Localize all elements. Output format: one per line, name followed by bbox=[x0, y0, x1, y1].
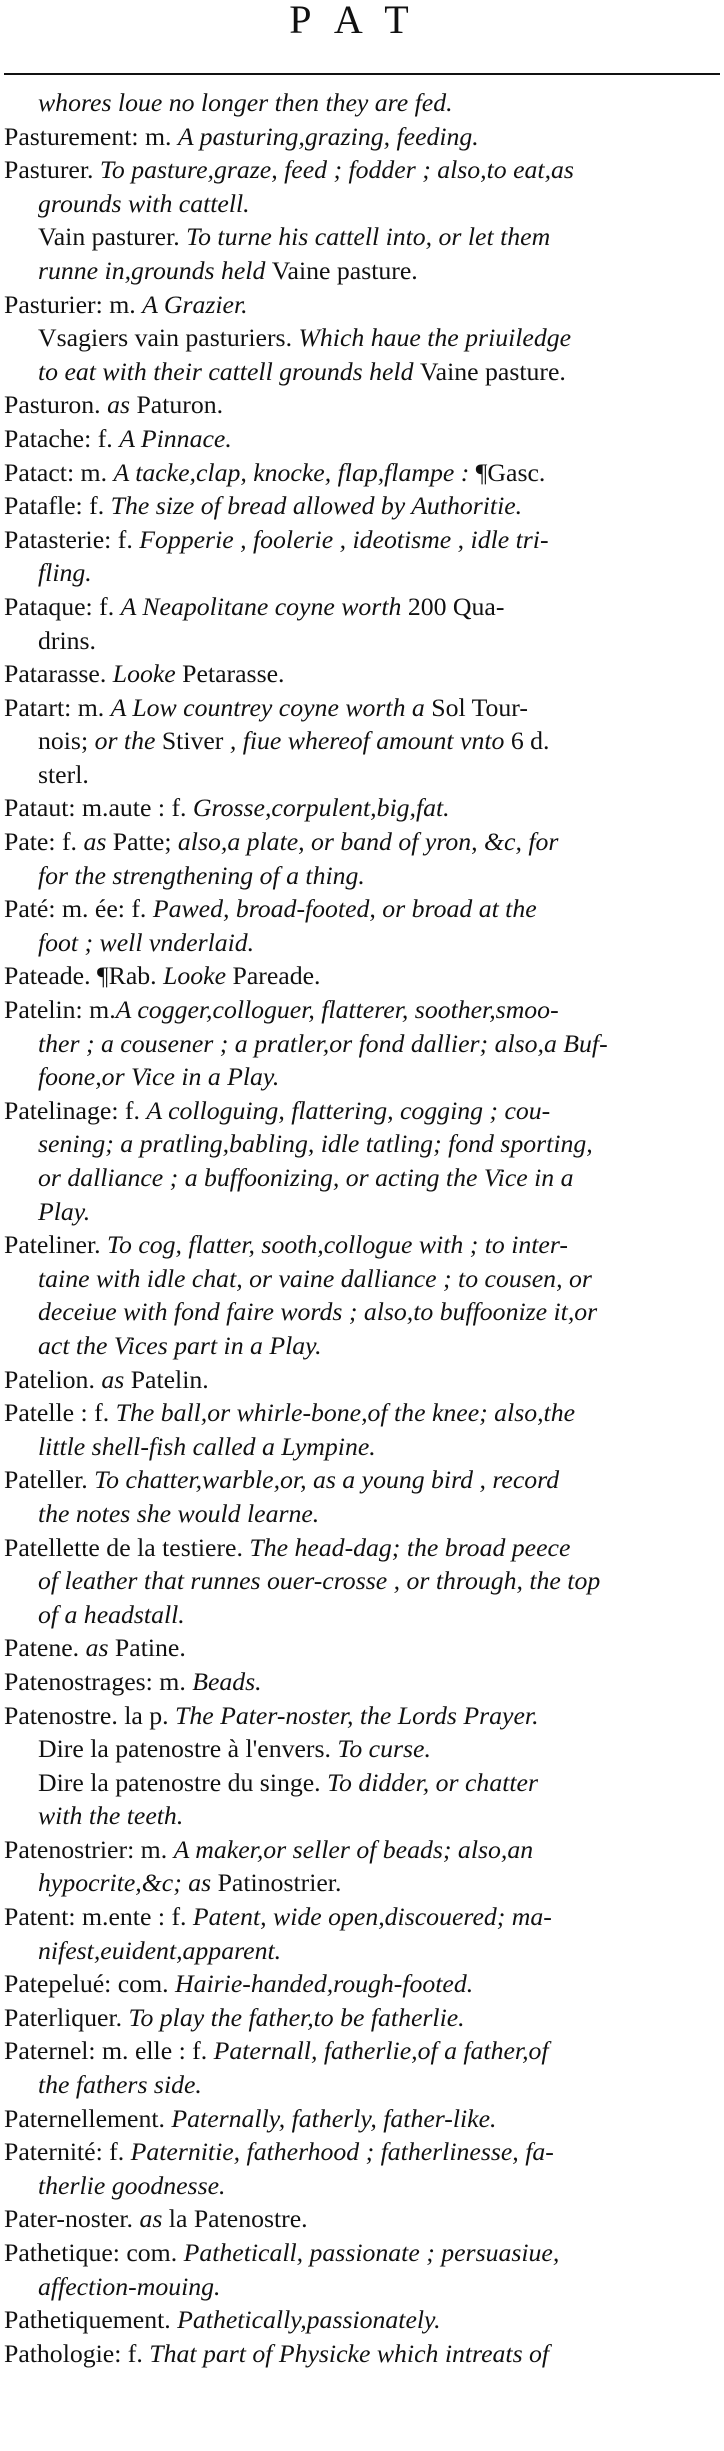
headword-text: Pater-noster. bbox=[4, 2204, 140, 2234]
text-line bbox=[0, 2001, 722, 2035]
definition-text: Paternitie, fatherhood ; fatherlinesse, fa- bbox=[130, 2137, 554, 2167]
text-line bbox=[0, 1127, 722, 1161]
text-line bbox=[0, 1329, 722, 1363]
headword-text: Paternel: m. elle : f. bbox=[4, 2036, 214, 2066]
text-line bbox=[0, 791, 722, 825]
definition-text: foot ; well vnderlaid. bbox=[38, 927, 255, 957]
headword-text: Vsagiers vain pasturiers. bbox=[38, 323, 299, 353]
text-line bbox=[0, 1295, 722, 1329]
headword-text: Pateliner. bbox=[4, 1230, 108, 1260]
text-line bbox=[0, 1531, 722, 1565]
headword-text: Sol Tour- bbox=[431, 692, 528, 722]
definition-text: Beads. bbox=[192, 1666, 262, 1696]
headword-text: Pate: f. bbox=[4, 827, 84, 857]
definition-text: affection-mouing. bbox=[38, 2271, 221, 2301]
definition-text: , fiue whereof amount vnto bbox=[223, 726, 511, 756]
text-line bbox=[0, 1665, 722, 1699]
headword-text: Vaine pasture. bbox=[271, 255, 418, 285]
headword-text: Pathetique: com. bbox=[4, 2238, 184, 2267]
headword-text: Patafle: f. bbox=[4, 491, 111, 521]
headword-text: Pasturer. bbox=[4, 155, 100, 185]
headword-text: ¶Gasc. bbox=[469, 457, 546, 487]
definition-text: A pasturing,grazing, feeding. bbox=[177, 121, 479, 151]
definition-text: hypocrite,&c; as bbox=[38, 1868, 218, 1898]
definition-text: A cogger,colloguer, flatterer, soother,smoo- bbox=[115, 995, 559, 1025]
headword-text: Pateade. ¶Rab. bbox=[4, 961, 164, 991]
definition-text: as bbox=[139, 2204, 169, 2234]
headword-text: Dire la patenostre du singe. bbox=[38, 1767, 328, 1797]
text-line bbox=[0, 1027, 722, 1061]
headword-text: Pasturement: m. bbox=[4, 121, 178, 151]
definition-text: for the strengthening of a thing. bbox=[38, 860, 365, 890]
headword-text: Patent: m.ente : f. bbox=[4, 1902, 193, 1932]
entry-list bbox=[0, 86, 722, 2370]
definition-text: the notes she would learne. bbox=[38, 1498, 320, 1528]
headword-text: Patenostre. la p. bbox=[4, 1700, 176, 1730]
text-line bbox=[0, 1497, 722, 1531]
headword-text: Patenostrier: m. bbox=[4, 1834, 174, 1864]
definition-text: to eat with their cattell grounds held bbox=[38, 356, 420, 386]
definition-text: To pasture,graze, feed ; fodder ; also,to eat,as bbox=[99, 155, 574, 185]
text-line bbox=[0, 2102, 722, 2136]
headword-text: Pathologie: f. bbox=[4, 2338, 150, 2368]
definition-text: ther ; a cousener ; a pratler,or fond dallier; also,a Buf- bbox=[38, 1028, 608, 1058]
definition-text: Grosse,corpulent,big,fat. bbox=[192, 793, 450, 823]
text-line bbox=[0, 120, 722, 154]
headword-text: Patepelué: com. bbox=[4, 1969, 175, 1999]
headword-text: Patarasse. bbox=[4, 659, 113, 689]
headword-text: 6 d. bbox=[510, 726, 550, 756]
text-line bbox=[0, 1967, 722, 2001]
running-head: PAT bbox=[289, 0, 435, 42]
definition-text: A Neapolitane coyne worth bbox=[120, 591, 408, 621]
headword-text: Petarasse. bbox=[182, 659, 285, 689]
headword-text: Patene. bbox=[4, 1633, 86, 1663]
definition-text: The ball,or whirle-bone,of the knee; also,the bbox=[115, 1398, 576, 1428]
text-line bbox=[0, 1732, 722, 1766]
definition-text: Looke bbox=[163, 961, 233, 991]
definition-text: Pawed, broad-footed, or broad at the bbox=[152, 894, 537, 924]
text-line bbox=[0, 959, 722, 993]
definition-text: act the Vices part in a Play. bbox=[38, 1330, 322, 1360]
definition-text: also,a plate, or band of yron, &c, for bbox=[177, 827, 559, 857]
definition-text: runne in,grounds held bbox=[38, 255, 272, 285]
headword-text: Patelle : f. bbox=[4, 1398, 116, 1428]
text-line bbox=[0, 1866, 722, 1900]
text-line bbox=[0, 187, 722, 221]
definition-text: nifest,euident,apparent. bbox=[38, 1935, 282, 1965]
text-line bbox=[0, 1060, 722, 1094]
text-line bbox=[0, 2169, 722, 2203]
headword-text: Vaine pasture. bbox=[419, 356, 566, 386]
text-line bbox=[0, 153, 722, 187]
headword-text: Stiver bbox=[161, 726, 224, 756]
text-line bbox=[0, 1766, 722, 1800]
text-line bbox=[0, 2034, 722, 2068]
text-line bbox=[0, 456, 722, 490]
text-line bbox=[0, 2068, 722, 2102]
text-line bbox=[0, 624, 722, 658]
text-line bbox=[0, 288, 722, 322]
text-line bbox=[0, 2135, 722, 2169]
text-line bbox=[0, 1195, 722, 1229]
headword-text: Patelin. bbox=[130, 1364, 209, 1394]
definition-text: To didder, or chatter bbox=[327, 1767, 538, 1797]
text-line bbox=[0, 1363, 722, 1397]
text-line bbox=[0, 1430, 722, 1464]
definition-text: with the teeth. bbox=[38, 1801, 184, 1831]
headword-text: Pasturon. bbox=[4, 390, 108, 420]
headword-text: Patinostrier. bbox=[217, 1868, 342, 1898]
definition-text: Paternally, fatherly, father-like. bbox=[171, 2103, 497, 2133]
definition-text: Patheticall, passionate ; persuasiue, bbox=[183, 2238, 560, 2267]
headword-text: Patact: m. bbox=[4, 457, 114, 487]
text-line bbox=[0, 489, 722, 523]
definition-text: The Pater-noster, the Lords Prayer. bbox=[175, 1700, 539, 1730]
definition-text: To play the father,to be fatherlie. bbox=[128, 2002, 465, 2032]
headword-text: Vain pasturer. bbox=[38, 222, 187, 252]
headword-text: Pataque: f. bbox=[4, 591, 121, 621]
definition-text: Paternall, fatherlie,of a father,of bbox=[213, 2036, 549, 2066]
headword-text: Paturon. bbox=[136, 390, 224, 420]
text-line bbox=[0, 1094, 722, 1128]
definition-text: A tacke,clap, knocke, flap,flampe : bbox=[113, 457, 470, 487]
definition-text: grounds with cattell. bbox=[38, 188, 250, 218]
definition-text: To chatter,warble,or, as a young bird , record bbox=[94, 1465, 560, 1495]
definition-text: A maker,or seller of beads; also,an bbox=[173, 1834, 534, 1864]
text-line bbox=[0, 1833, 722, 1867]
definition-text: That part of Physicke which intreats of bbox=[149, 2338, 550, 2368]
headword-text: la Patenostre. bbox=[168, 2204, 308, 2234]
headword-text: Pareade. bbox=[232, 961, 321, 991]
headword-text: nois; bbox=[38, 726, 95, 756]
text-line bbox=[0, 523, 722, 557]
text-line bbox=[0, 691, 722, 725]
text-line bbox=[0, 657, 722, 691]
headword-text: Paterliquer. bbox=[4, 2002, 129, 2032]
headword-text: Paté: m. ée: f. bbox=[4, 894, 153, 924]
definition-text: little shell-fish called a Lympine. bbox=[38, 1431, 376, 1461]
text-line bbox=[0, 1598, 722, 1632]
text-line bbox=[0, 1699, 722, 1733]
headword-text: Patasterie: f. bbox=[4, 524, 140, 554]
headword-text: Patellette de la testiere. bbox=[4, 1532, 250, 1562]
definition-text: Patent, wide open,discouered; ma- bbox=[192, 1902, 552, 1932]
header-rule bbox=[4, 73, 720, 75]
text-line bbox=[0, 2337, 722, 2371]
text-line bbox=[0, 1228, 722, 1262]
definition-text: To turne his cattell into, or let them bbox=[186, 222, 551, 252]
definition-text: sening; a pratling,babling, idle tatling; fond sporting, bbox=[38, 1129, 593, 1159]
definition-text: as bbox=[107, 390, 137, 420]
definition-text: The size of bread allowed by Authoritie. bbox=[110, 491, 523, 521]
definition-text: To curse. bbox=[337, 1734, 431, 1764]
definition-text: deceiue with fond faire words ; also,to buffoonize it,or bbox=[38, 1297, 598, 1327]
text-line bbox=[0, 1463, 722, 1497]
definition-text: Play. bbox=[38, 1196, 91, 1226]
definition-text: The head-dag; the broad peece bbox=[249, 1532, 571, 1562]
text-line bbox=[0, 892, 722, 926]
text-line bbox=[0, 1934, 722, 1968]
text-line bbox=[0, 1396, 722, 1430]
definition-text: as bbox=[83, 827, 113, 857]
definition-text: Which haue the priuiledge bbox=[298, 323, 572, 353]
text-line bbox=[0, 556, 722, 590]
headword-text: Paternité: f. bbox=[4, 2137, 131, 2167]
definition-text: Hairie-handed,rough-footed. bbox=[175, 1969, 474, 1999]
headword-text: 200 Qua- bbox=[407, 591, 505, 621]
text-line bbox=[0, 2202, 722, 2236]
definition-text: whores loue no longer then they are fed. bbox=[38, 88, 453, 117]
text-line bbox=[0, 388, 722, 422]
definition-text: or the bbox=[94, 726, 162, 756]
text-line bbox=[0, 1900, 722, 1934]
text-line bbox=[0, 2236, 722, 2270]
headword-text: Patenostrages: m. bbox=[4, 1666, 193, 1696]
text-line bbox=[0, 1564, 722, 1598]
definition-text: as bbox=[101, 1364, 131, 1394]
headword-text: Patart: m. bbox=[4, 692, 111, 722]
text-line bbox=[0, 825, 722, 859]
headword-text: Pathetiquement. bbox=[4, 2305, 178, 2335]
definition-text: foone,or Vice in a Play. bbox=[38, 1062, 280, 1092]
definition-text: A colloguing, flattering, cogging ; cou- bbox=[146, 1095, 551, 1125]
text-line bbox=[0, 86, 722, 120]
definition-text: A Pinnace. bbox=[119, 423, 232, 453]
definition-text: therlie goodnesse. bbox=[38, 2170, 226, 2200]
definition-text: as bbox=[85, 1633, 115, 1663]
headword-text: sterl. bbox=[38, 759, 89, 789]
text-line bbox=[0, 321, 722, 355]
headword-text: drins. bbox=[38, 625, 96, 655]
text-line bbox=[0, 2303, 722, 2337]
text-line bbox=[0, 590, 722, 624]
headword-text: Pasturier: m. bbox=[4, 289, 143, 319]
headword-text: Dire la patenostre à l'envers. bbox=[38, 1734, 338, 1764]
definition-text: A Low countrey coyne worth a bbox=[110, 692, 432, 722]
text-line bbox=[0, 993, 722, 1027]
text-line bbox=[0, 724, 722, 758]
text-line bbox=[0, 758, 722, 792]
definition-text: Looke bbox=[112, 659, 183, 689]
headword-text: Pateller. bbox=[4, 1465, 95, 1495]
text-line bbox=[0, 1631, 722, 1665]
text-line bbox=[0, 1262, 722, 1296]
text-line bbox=[0, 422, 722, 456]
text-line bbox=[0, 355, 722, 389]
headword-text: Pataut: m.aute : f. bbox=[4, 793, 193, 823]
headword-text: Patache: f. bbox=[4, 423, 120, 453]
headword-text: Patte; bbox=[112, 827, 178, 857]
headword-text: Patelinage: f. bbox=[4, 1095, 147, 1125]
headword-text: Patelion. bbox=[4, 1364, 102, 1394]
text-line bbox=[0, 859, 722, 893]
headword-text: Patelin: m. bbox=[4, 995, 116, 1025]
definition-text: fling. bbox=[38, 558, 92, 588]
text-line bbox=[0, 254, 722, 288]
text-line bbox=[0, 220, 722, 254]
definition-text: of a headstall. bbox=[38, 1599, 185, 1629]
text-line bbox=[0, 1161, 722, 1195]
definition-text: taine with idle chat, or vaine dalliance ; to cousen, or bbox=[38, 1263, 592, 1293]
definition-text: A Grazier. bbox=[142, 289, 248, 319]
definition-text: the fathers side. bbox=[38, 2070, 202, 2100]
definition-text: To cog, flatter, sooth,collogue with ; to inter- bbox=[107, 1230, 568, 1260]
text-line bbox=[0, 1799, 722, 1833]
definition-text: Fopperie , foolerie , ideotisme , idle tri- bbox=[139, 524, 549, 554]
definition-text: Pathetically,passionately. bbox=[177, 2305, 441, 2335]
definition-text: or dalliance ; a buffoonizing, or acting the Vice in a bbox=[38, 1163, 574, 1192]
text-line bbox=[0, 926, 722, 960]
text-line bbox=[0, 2270, 722, 2304]
headword-text: Paternellement. bbox=[4, 2103, 172, 2133]
headword-text: Patine. bbox=[114, 1633, 186, 1663]
definition-text: of leather that runnes ouer-crosse , or through, the top bbox=[38, 1566, 601, 1596]
